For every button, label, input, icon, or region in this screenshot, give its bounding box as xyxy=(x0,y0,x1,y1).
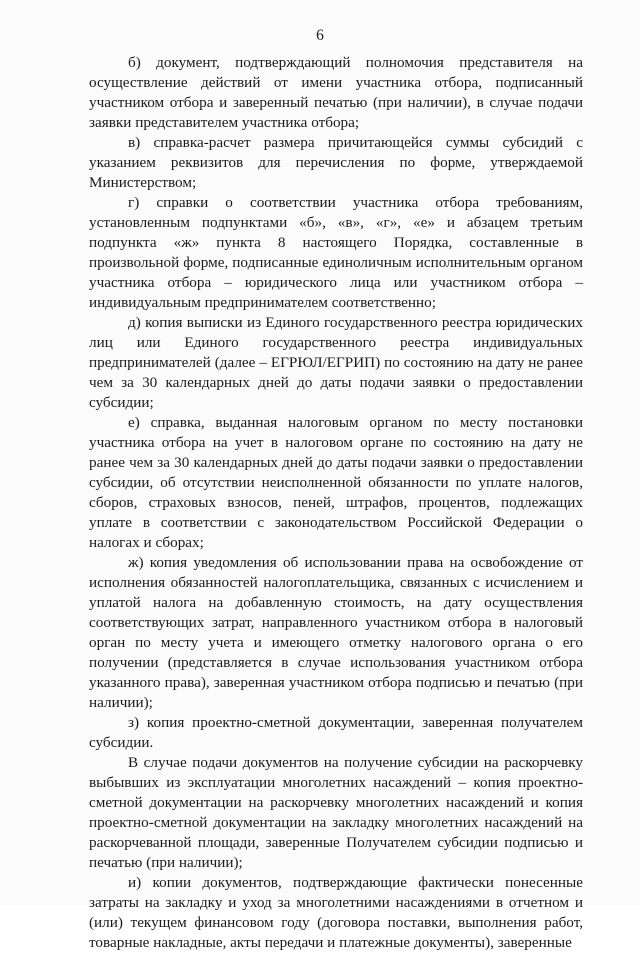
paragraph-g: г) справки о соответствии участника отбора требованиям, установленным подпунктами «б», «в», «г», «е» и абзацем третьим подпункта «ж» пункта 8 настоящего Порядка, составленные в произвольной форме, подписанные единоличным исполнительным органом участника отбора – юридического лица или участником отбора – индивидуальным предпринимателем соответственно; xyxy=(89,194,583,311)
paragraph-e: е) справка, выданная налоговым органом по месту постановки участника отбора на учет в налоговом органе по состоянию на дату не ранее чем за 30 календарных дней до даты подачи заявки о предоставлении субсидии, об отсутствии неисполненной обязанности по уплате налогов, сборов, страховых взносов, пеней, штрафов, процентов, подлежащих уплате в соответствии с законодательством Российской Федерации о налогах и сборах; xyxy=(89,414,583,551)
paragraph-b: б) документ, подтверждающий полномочия представителя на осуществление действий от имени участника отбора, подписанный участником отбора и заверенный печатью (при наличии), в случае подачи заявки представителем участника отбора; xyxy=(89,54,583,131)
document-body xyxy=(89,53,583,953)
paragraph-v: в) справка-расчет размера причитающейся суммы субсидий с указанием реквизитов для перечисления по форме, утверждаемой Министерством; xyxy=(89,134,583,191)
paragraph-zh: ж) копия уведомления об использовании права на освобождение от исполнения обязанностей налогоплательщика, связанных с исчислением и уплатой налога на добавленную стоимость, на дату осуществления соответствующих затрат, направленного участником отбора в налоговый орган по месту учета и имеющего отметку налогового органа о его получении (представляется в случае использования участником отбора указанного права), заверенная участником отбора подписью и печатью (при наличии); xyxy=(89,554,583,711)
paragraph-uprooting: В случае подачи документов на получение субсидии на раскорчевку выбывших из эксплуатации многолетних насаждений – копия проектно-сметной документации на раскорчевку многолетних насаждений и копия проектно-сметной документации на закладку многолетних насаждений на раскорчеванной площади, заверенные Получателем субсидии подписью и печатью (при наличии); xyxy=(89,754,583,871)
paragraph-z: з) копия проектно-сметной документации, заверенная получателем субсидии. xyxy=(89,714,583,751)
page-number: 6 xyxy=(316,27,324,44)
paragraph-i: и) копии документов, подтверждающие фактически понесенные затраты на закладку и уход за многолетними насаждениями в отчетном и (или) текущем финансовом году (договора поставки, выполнения работ, товарные накладные, акты передачи и платежные документы), заверенные xyxy=(89,874,583,951)
paragraph-d: д) копия выписки из Единого государственного реестра юридических лиц или Единого государственного реестра индивидуальных предпринимателей (далее – ЕГРЮЛ/ЕГРИП) по состоянию на дату не ранее чем за 30 календарных дней до даты подачи заявки о предоставлении субсидии; xyxy=(89,314,583,411)
